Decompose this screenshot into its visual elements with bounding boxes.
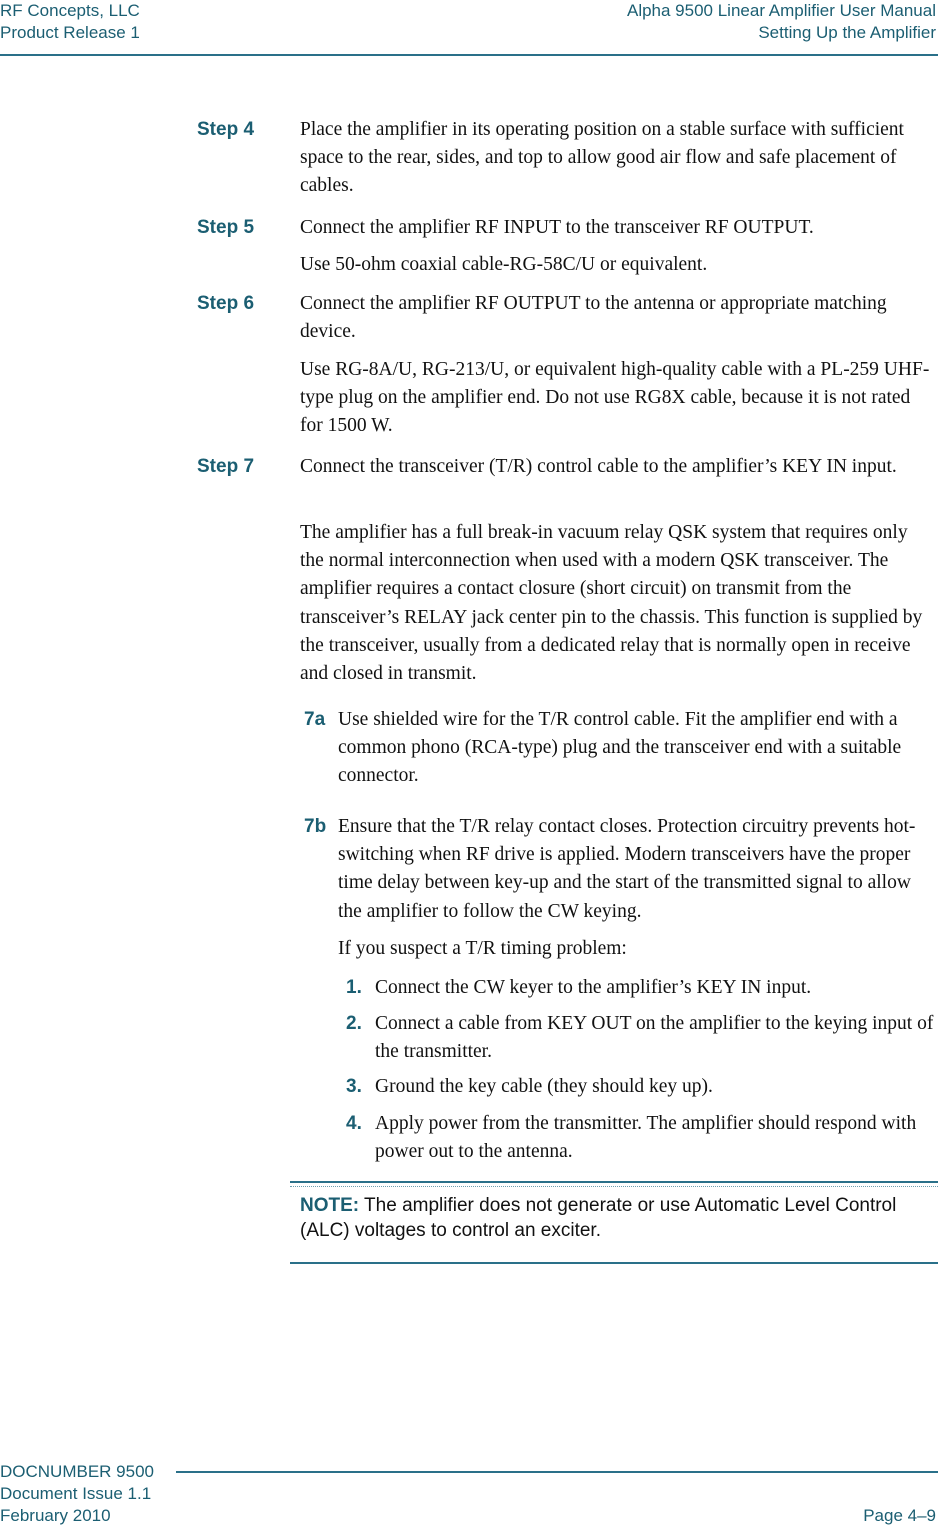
step-4-text: Place the amplifier in its operating position on a stable surface with sufficient space to the rear, sides, and top to allow good air flow and safe placement of cables.	[300, 119, 904, 197]
substep-7b-text: Ensure that the T/R relay contact closes. Protection circuitry prevents hot-switching when RF drive is applied. Modern transceivers have the proper time delay between key-up and the start of the transmitted signal to allow the amplifier to follow the CW keying.	[338, 816, 916, 922]
running-header-right	[627, 0, 936, 44]
timing-step-3-label: 3.	[346, 1076, 362, 1097]
manual-title: Alpha 9500 Linear Amplifier User Manual	[626, 1, 936, 20]
step-6-detail: Use RG-8A/U, RG-213/U, or equivalent high-quality cable with a PL-259 UHF-type plug on the amplifier end. Do not use RG8X cable, because it is not rated for 1500 W.	[300, 359, 930, 437]
product-release: Product Release 1	[0, 23, 140, 42]
step-5-detail: Use 50-ohm coaxial cable-RG-58C/U or equivalent.	[300, 254, 708, 275]
step-4-label: Step 4	[197, 119, 255, 140]
step-7-detail: The amplifier has a full break-in vacuum relay QSK system that requires only the normal interconnection when used with a modern QSK transceiver. The amplifier requires a contact closure (short circuit) on transmit from the transceiver’s RELAY jack center pin to the chassis. This function is supplied by the transceiver, usually from a dedicated relay that is normally open in receive and closed in transmit.	[300, 522, 923, 685]
step-7-label: Step 7	[197, 456, 255, 477]
section-title: Setting Up the Amplifier	[758, 23, 936, 42]
footer-rule	[176, 1471, 938, 1473]
footer-doc-number: DOCNUMBER 9500	[0, 1462, 154, 1481]
step-6-text: Connect the amplifier RF OUTPUT to the antenna or appropriate matching device.	[300, 293, 887, 343]
timing-step-4-label: 4.	[346, 1113, 362, 1134]
timing-step-2-text: Connect a cable from KEY OUT on the amplifier to the keying input of the transmitter.	[375, 1013, 934, 1063]
substep-7a-label: 7a	[304, 709, 326, 730]
running-header-left	[0, 0, 140, 44]
note-label: NOTE:	[300, 1195, 360, 1216]
footer-date: February 2010	[0, 1506, 111, 1525]
company-name: RF Concepts, LLC	[0, 1, 140, 20]
substep-7a-text: Use shielded wire for the T/R control cable. Fit the amplifier end with a common phono (RCA-type) plug and the transceiver end with a suitable connector.	[338, 709, 902, 787]
substep-7b-intro: If you suspect a T/R timing problem:	[338, 938, 627, 959]
note-text: The amplifier does not generate or use Automatic Level Control (ALC) voltages to control an exciter.	[300, 1195, 897, 1241]
substep-7b-label: 7b	[304, 816, 327, 837]
note-bottom-rule	[290, 1262, 938, 1264]
footer-page-number: Page 4–9	[863, 1506, 936, 1525]
step-5-label: Step 5	[197, 217, 255, 238]
note-box	[300, 1193, 930, 1243]
timing-step-3-text: Ground the key cable (they should key up).	[375, 1076, 713, 1097]
note-top-rule	[290, 1181, 938, 1183]
timing-step-4-text: Apply power from the transmitter. The amplifier should respond with power out to the antenna.	[375, 1113, 917, 1163]
timing-step-1-text: Connect the CW keyer to the amplifier’s KEY IN input.	[375, 977, 812, 998]
timing-step-1-label: 1.	[346, 977, 362, 998]
step-6-label: Step 6	[197, 293, 255, 314]
header-rule	[0, 54, 938, 56]
timing-step-2-label: 2.	[346, 1013, 362, 1034]
step-7-text: Connect the transceiver (T/R) control cable to the amplifier’s KEY IN input.	[300, 456, 897, 477]
step-5-text: Connect the amplifier RF INPUT to the transceiver RF OUTPUT.	[300, 217, 814, 238]
note-top-dotted-rule	[290, 1186, 938, 1187]
footer-issue: Document Issue 1.1	[0, 1484, 152, 1503]
